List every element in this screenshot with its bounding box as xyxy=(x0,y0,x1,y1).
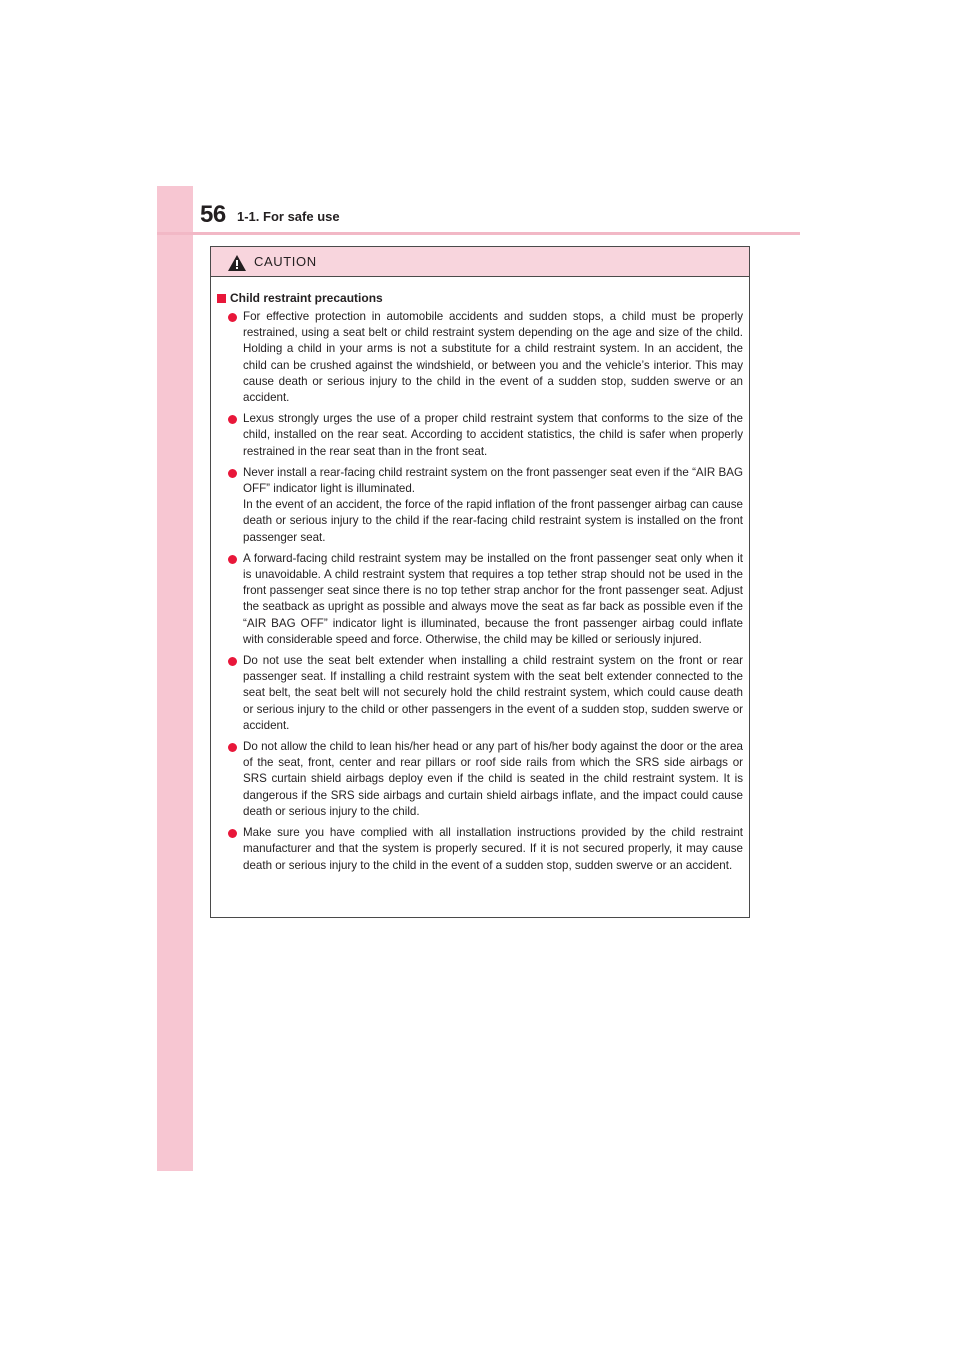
warning-triangle-icon xyxy=(228,255,246,271)
list-item-text: Lexus strongly urges the use of a proper child restraint system that conforms to the size of the child, installed on the rear seat. According to accident statistics, the child is safer when properly restrained in the rear seat than in the front seat. xyxy=(243,412,743,458)
list-item xyxy=(217,465,743,546)
list-item xyxy=(217,653,743,734)
bullet-dot-icon xyxy=(228,657,237,666)
list-item xyxy=(217,309,743,406)
square-bullet-icon xyxy=(217,294,226,303)
list-item-text: Do not allow the child to lean his/her head or any part of his/her body against the door or the area of the seat, front, center and rear pillars or roof side rails from which the SRS side airbags or SRS curtain shield airbags deploy even if the child is seated in the child restraint system. It is dangerous if the SRS side airbags and curtain shield airbags inflate, and the impact could cause death or serious injury to the child. xyxy=(243,740,743,818)
bullet-dot-icon xyxy=(228,743,237,752)
bullet-dot-icon xyxy=(228,415,237,424)
bullet-dot-icon xyxy=(228,313,237,322)
side-band xyxy=(157,186,193,1171)
bullet-dot-icon xyxy=(228,469,237,478)
caution-header xyxy=(211,247,749,277)
list-item-text: For effective protection in automobile accidents and sudden stops, a child must be properly restrained, using a seat belt or child restraint system depending on the age and size of the child. Holding a child in your arms is not a substitute for a child restraint system. In an accident, the child can be crushed against the windshield, or between you and the vehicle’s interior. This may cause death or serious injury to the child in the event of a sudden stop, sudden swerve or an accident. xyxy=(243,310,743,405)
caution-box xyxy=(210,246,750,918)
list-item-text: Do not use the seat belt extender when installing a child restraint system on the front or rear passenger seat. If installing a child restraint system with the seat belt extender connected to the seat belt, the seat belt will not securely hold the child restraint system, which could cause death or serious injury to the child or other passengers in the event of a sudden stop, sudden swerve or accident. xyxy=(243,654,743,732)
bullet-dot-icon xyxy=(228,555,237,564)
list-item xyxy=(217,739,743,820)
list-item-text: Never install a rear-facing child restraint system on the front passenger seat even if the “AIR BAG OFF” indicator light is illuminated. In the event of an accident, the force of the rapid inflation of the front passenger airbag can cause death or serious injury to the child if the rear-facing child restraint system is installed on the front passenger seat. xyxy=(243,465,743,544)
header-rule xyxy=(157,232,800,235)
bullet-dot-icon xyxy=(228,829,237,838)
subheading-text: Child restraint precautions xyxy=(230,291,383,305)
list-item-text: A forward-facing child restraint system may be installed on the front passenger seat only when it is unavoidable. A child restraint system that requires a top tether strap should not be used in the front passenger seat since there is no top tether strap anchor for the front passenger seat. Adjust the seatback as upright as possible and always move the seat as far back as possible even if the “AIR BAG OFF” indicator light is illuminated, because the front passenger airbag could inflate with considerable speed and force. Otherwise, the child may be killed or seriously injured. xyxy=(243,551,743,646)
list-item-text: Make sure you have complied with all installation instructions provided by the child restraint manufacturer and that the system is properly secured. If it is not secured properly, it may cause death or serious injury to the child in the event of a sudden stop, sudden swerve or an accident. xyxy=(243,826,743,872)
list-item xyxy=(217,551,743,648)
caution-label: CAUTION xyxy=(254,254,317,269)
list-item xyxy=(217,825,743,874)
section-title: 1-1. For safe use xyxy=(237,209,340,224)
page-number: 56 xyxy=(200,201,226,228)
caution-body xyxy=(211,277,749,874)
list-item xyxy=(217,411,743,460)
subheading xyxy=(217,290,743,306)
